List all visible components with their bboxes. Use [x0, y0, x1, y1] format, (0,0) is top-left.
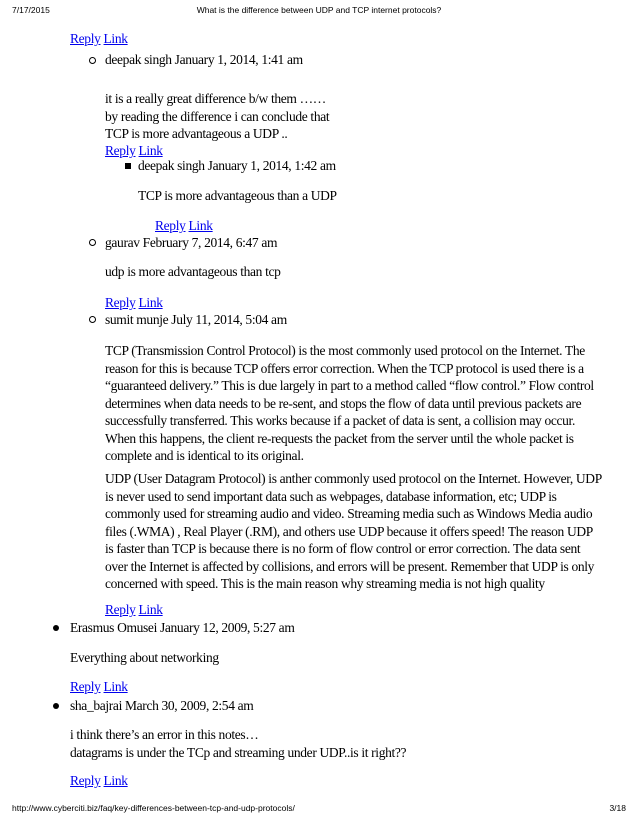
- text-line: TCP is more advantageous a UDP ..: [105, 126, 288, 141]
- text-line: complete and is identical to its original.: [105, 448, 304, 463]
- text-line: determines when data needs to be re-sent, and stops the flow of data until previous packets are: [105, 395, 582, 411]
- source-url: http://www.cyberciti.biz/faq/key-differences-between-tcp-and-udp-protocols/: [12, 803, 295, 813]
- page-header: [12, 5, 626, 17]
- comment-body: [138, 187, 337, 205]
- circle-bullet-icon: [89, 239, 96, 246]
- text-line: udp is more advantageous than tcp: [105, 264, 281, 279]
- comment-paragraph: [105, 470, 602, 593]
- reply-links: [155, 217, 213, 235]
- text-line: UDP (User Datagram Protocol) is anther commonly used protocol on the Internet. However, UDP: [105, 471, 602, 486]
- permalink[interactable]: Link: [138, 602, 163, 617]
- text-line: successfully transferred. This works because if a packet of data is sent, a collision may occur.: [105, 413, 575, 428]
- reply-link[interactable]: Reply: [70, 773, 101, 788]
- text-line: Everything about networking: [70, 650, 219, 665]
- text-line: by reading the difference i can conclude that: [105, 108, 330, 124]
- comment-meta: sha_bajrai March 30, 2009, 2:54 am: [70, 698, 254, 713]
- comment-meta: Erasmus Omusei January 12, 2009, 5:27 am: [70, 620, 295, 635]
- comment-paragraph: [105, 342, 594, 465]
- comment-meta: deepak singh January 1, 2014, 1:42 am: [138, 158, 336, 173]
- circle-bullet-icon: [89, 57, 96, 64]
- reply-link[interactable]: Reply: [70, 679, 101, 694]
- permalink[interactable]: Link: [103, 31, 128, 46]
- comment-meta: sumit munje July 11, 2014, 5:04 am: [105, 312, 287, 327]
- reply-link[interactable]: Reply: [105, 295, 136, 310]
- print-date: 7/17/2015: [12, 5, 50, 15]
- reply-link[interactable]: Reply: [105, 143, 136, 158]
- reply-links: [70, 678, 128, 696]
- reply-links: [105, 294, 163, 312]
- permalink[interactable]: Link: [138, 143, 163, 158]
- disc-bullet-icon: [53, 625, 59, 631]
- comment-meta: deepak singh January 1, 2014, 1:41 am: [105, 52, 303, 67]
- text-line: commonly used for streaming audio and video. Streaming media such as Windows Media audio: [105, 506, 593, 521]
- text-line: files (.WMA) , Real Player (.RM), and others use UDP because it offers speed! The reason UDP: [105, 523, 593, 539]
- reply-links: [70, 772, 128, 790]
- page-footer: [12, 803, 626, 815]
- document-title: What is the difference between UDP and TCP internet protocols?: [196, 5, 442, 15]
- text-line: is never used to send important data such as webpages, database information, etc; UDP is: [105, 488, 557, 504]
- permalink[interactable]: Link: [103, 679, 128, 694]
- text-line: reason for this is because TCP offers error correction. When the TCP protocol is used there is a: [105, 360, 584, 376]
- text-line: TCP (Transmission Control Protocol) is the most commonly used protocol on the Internet. The: [105, 343, 585, 358]
- text-line: “guaranteed delivery.” This is due largely in part to a method called “flow control.” Flow control: [105, 378, 594, 393]
- reply-links: [70, 30, 128, 48]
- permalink[interactable]: Link: [138, 295, 163, 310]
- permalink[interactable]: Link: [188, 218, 213, 233]
- comment-body: [105, 263, 281, 281]
- page-number: 3/18: [609, 803, 626, 813]
- reply-link[interactable]: Reply: [105, 602, 136, 617]
- reply-links: [105, 601, 163, 619]
- text-line: i think there’s an error in this notes…: [70, 727, 259, 742]
- permalink[interactable]: Link: [103, 773, 128, 788]
- text-line: concerned with speed. This is the main reason why streaming media is not high quality: [105, 576, 545, 591]
- text-line: When this happens, the client re-requests the packet from the server until the whole packet is: [105, 430, 574, 446]
- comment-body: [105, 90, 329, 143]
- comment-body: [70, 649, 219, 667]
- text-line: over the Internet is affected by collisions, and errors will be present. Remember that UDP is only: [105, 558, 595, 574]
- disc-bullet-icon: [53, 703, 59, 709]
- text-line: TCP is more advantageous than a UDP: [138, 188, 337, 203]
- comment-meta: gaurav February 7, 2014, 6:47 am: [105, 235, 278, 250]
- text-line: is faster than TCP is because there is no form of flow control or error correction. The data sent: [105, 541, 581, 556]
- reply-link[interactable]: Reply: [155, 218, 186, 233]
- reply-link[interactable]: Reply: [70, 31, 101, 46]
- square-bullet-icon: [125, 163, 131, 169]
- comment-body: [70, 726, 406, 761]
- text-line: it is a really great difference b/w them ……: [105, 91, 326, 106]
- text-line: datagrams is under the TCp and streaming under UDP..is it right??: [70, 744, 407, 760]
- circle-bullet-icon: [89, 316, 96, 323]
